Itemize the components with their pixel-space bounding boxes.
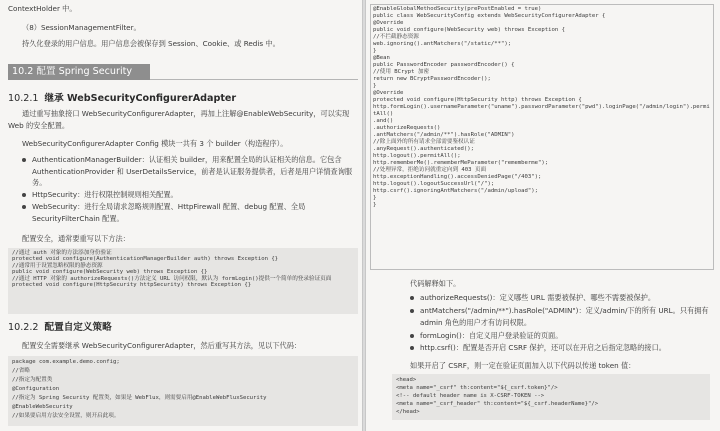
code-block-methods xyxy=(8,248,358,314)
code-line: public void configure(WebSecurity web) throws Exception {} xyxy=(12,269,208,276)
bullet-icon xyxy=(22,205,26,209)
code-line: public void configure(WebSecurity web) throws Exception { xyxy=(373,27,565,33)
section-title: 10.2 配置 Spring Security xyxy=(8,64,150,80)
code-line: <meta name="_csrf" th:content="${_csrf.token}"/> xyxy=(396,385,558,391)
code-line: http.csrf().ignoringAntMatchers("/admin/upload"); xyxy=(373,188,539,194)
code-line: .authorizeRequests() xyxy=(373,125,441,131)
code-line: web.ignoring().antMatchers("/static/**"); xyxy=(373,41,512,47)
code-line: //通常用于设置忽略权限的静态资源 xyxy=(12,262,103,269)
code-line: @Configuration xyxy=(12,386,60,392)
code-line: //除上面外的所有请求全部需要鉴权认证 xyxy=(373,139,475,145)
code-line: protected void configure(HttpSecurity httpSecurity) throws Exception {} xyxy=(12,282,252,289)
code-line: http.logout().permitAll(); xyxy=(373,153,461,159)
bullet-icon xyxy=(22,193,26,197)
code-line: //处理异常，拒绝访问就重定向到 403 页面 xyxy=(373,167,487,173)
code-line: } xyxy=(373,48,377,54)
code-line: @Override xyxy=(373,90,404,96)
paragraph-override: 配置安全，通常要重写以下方法： xyxy=(22,234,130,243)
code-line: } xyxy=(373,83,377,89)
code-block-config xyxy=(8,356,358,426)
subsection-title: 配置自定义策略 xyxy=(44,322,112,333)
code-line: @EnableGlobalMethodSecurity(prePostEnabled = true) xyxy=(373,6,542,12)
subsection-10-2-2 xyxy=(8,322,112,334)
code-block-csrf-head xyxy=(392,374,710,420)
code-line: } xyxy=(373,195,377,201)
paragraph-intro: 通过重写抽象接口 WebSecurityConfigurerAdapter，再加上注解@EnableWebSecurity，可以实现 Web 的安全配置。 xyxy=(8,109,350,130)
bullet-icon xyxy=(410,334,414,338)
list-item: authorizeRequests()：定义哪些 URL 需要被保护、哪些不需要被保护。 xyxy=(410,292,716,305)
code-line: <!-- default header name is X-CSRF-TOKEN --> xyxy=(396,393,545,399)
code-line: } xyxy=(373,202,377,208)
bullet-icon xyxy=(410,296,414,300)
code-line: //指定为 Spring Security 配置类，如果是 WebFlux，则需要启用@EnableWebFluxSecurity xyxy=(12,395,267,401)
code-line: .anyRequest().authenticated(); xyxy=(373,146,475,152)
list-item: AuthenticationManagerBuilder：认证相关 builder，用来配置全局的认证相关的信息。它包含 AuthenticationProvider 和 UserDetailsService，前者是认证服务提供者，后者是用户详情查询服务。 xyxy=(22,154,356,189)
code-line: .antMatchers("/admin/**").hasRole("ADMIN") xyxy=(373,132,515,138)
code-line: //指定为配置类 xyxy=(12,377,53,383)
bullet-icon xyxy=(22,158,26,162)
code-line: //不拦截静态资源 xyxy=(373,34,419,40)
bullet-icon xyxy=(410,346,414,350)
explanation-intro: 代码解释如下。 xyxy=(410,279,461,288)
list-item: HttpSecurity：进行权限控制规则相关配置。 xyxy=(22,189,356,201)
code-line: </head> xyxy=(396,409,420,415)
code-line: protected void configure(HttpSecurity http) throws Exception { xyxy=(373,97,582,103)
code-line: @EnableWebSecurity xyxy=(12,404,73,410)
code-line: <head> xyxy=(396,377,417,383)
list-item: antMatchers("/admin/**").hasRole("ADMIN")：定义/admin/下的所有 URL。只有拥有 admin 角色的用户才有访问权限。 xyxy=(410,305,716,330)
item-8-heading: （8）SessionManagementFilter。 xyxy=(22,23,141,32)
code-line: //省略 xyxy=(12,368,30,374)
code-line: http.formLogin().usernameParameter("uname").passwordParameter("pwd").loginPage("/admin/login").permitAll() xyxy=(373,104,710,117)
code-line: <meta name="_csrf_header" th:content="${_csrf.headerName}"/> xyxy=(396,401,599,407)
explanation-list xyxy=(410,292,716,355)
code-line: public class WebSecurityConfig extends WebSecurityConfigurerAdapter { xyxy=(373,13,606,19)
code-line: package com.example.demo.config; xyxy=(12,359,120,365)
list-item: WebSecurity：进行全局请求忽略规则配置、HttpFirewall 配置、debug 配置、全局 SecurityFilterChain 配置。 xyxy=(22,201,356,224)
code-line: //使用 BCrypt 加密 xyxy=(373,69,430,75)
csrf-note: 如果开启了 CSRF，则一定在验证页面加入以下代码以传递 token 值： xyxy=(410,361,636,370)
code-line: protected void configure(AuthenticationManagerBuilder auth) throws Exception {} xyxy=(12,256,279,263)
list-item: formLogin()：自定义用户登录验证的页面。 xyxy=(410,330,716,343)
item-8-description: 持久化登录的用户信息。用户信息会被保存到 Session、Cookie、或 Redis 中。 xyxy=(22,39,280,48)
code-block-websecurityconfig xyxy=(370,4,714,270)
code-line: @Bean xyxy=(373,55,390,61)
code-line: http.logout().logoutSuccessUrl("/"); xyxy=(373,181,495,187)
subsection-title: 继承 WebSecurityConfigurerAdapter xyxy=(44,93,237,104)
code-line: //通过 auth 对象的方法添加身份验证 xyxy=(12,250,112,256)
code-line: public PasswordEncoder passwordEncoder() { xyxy=(373,62,515,68)
code-line: http.exceptionHandling().accessDeniedPage("/403"); xyxy=(373,174,542,180)
code-line: @Override xyxy=(373,20,404,26)
paragraph-custom: 配置安全需要继承 WebSecurityConfigurerAdapter，然后重写其方法，见以下代码： xyxy=(22,341,302,350)
code-line: return new BCryptPasswordEncoder(); xyxy=(373,76,491,82)
subsection-number: 10.2.1 xyxy=(8,93,39,104)
code-line: http.rememberMe().rememberMeParameter("rememberme"); xyxy=(373,160,549,166)
subsection-number: 10.2.2 xyxy=(8,322,39,333)
code-line: .and() xyxy=(373,118,394,124)
builder-list xyxy=(22,154,356,225)
section-rule xyxy=(150,79,358,80)
code-line: //如果要启用方法安全设置，则开启此项。 xyxy=(12,413,120,419)
bullet-icon xyxy=(410,309,414,313)
paragraph-builders: WebSecurityConfigurerAdapter Config 模块一共有 3 个 builder（构造程序）。 xyxy=(22,139,288,148)
code-line: //通过 HTTP 对象的 authorizeRequests()方法定义 URL 访问权限，默认为 formLogin()提供一个简单的登录验证页面 xyxy=(12,275,332,282)
subsection-10-2-1 xyxy=(8,93,236,105)
top-line: ContextHolder 中。 xyxy=(8,4,77,13)
list-item: http.csrf()：配置是否开启 CSRF 保护，还可以在开启之后指定忽略的接口。 xyxy=(410,342,716,355)
